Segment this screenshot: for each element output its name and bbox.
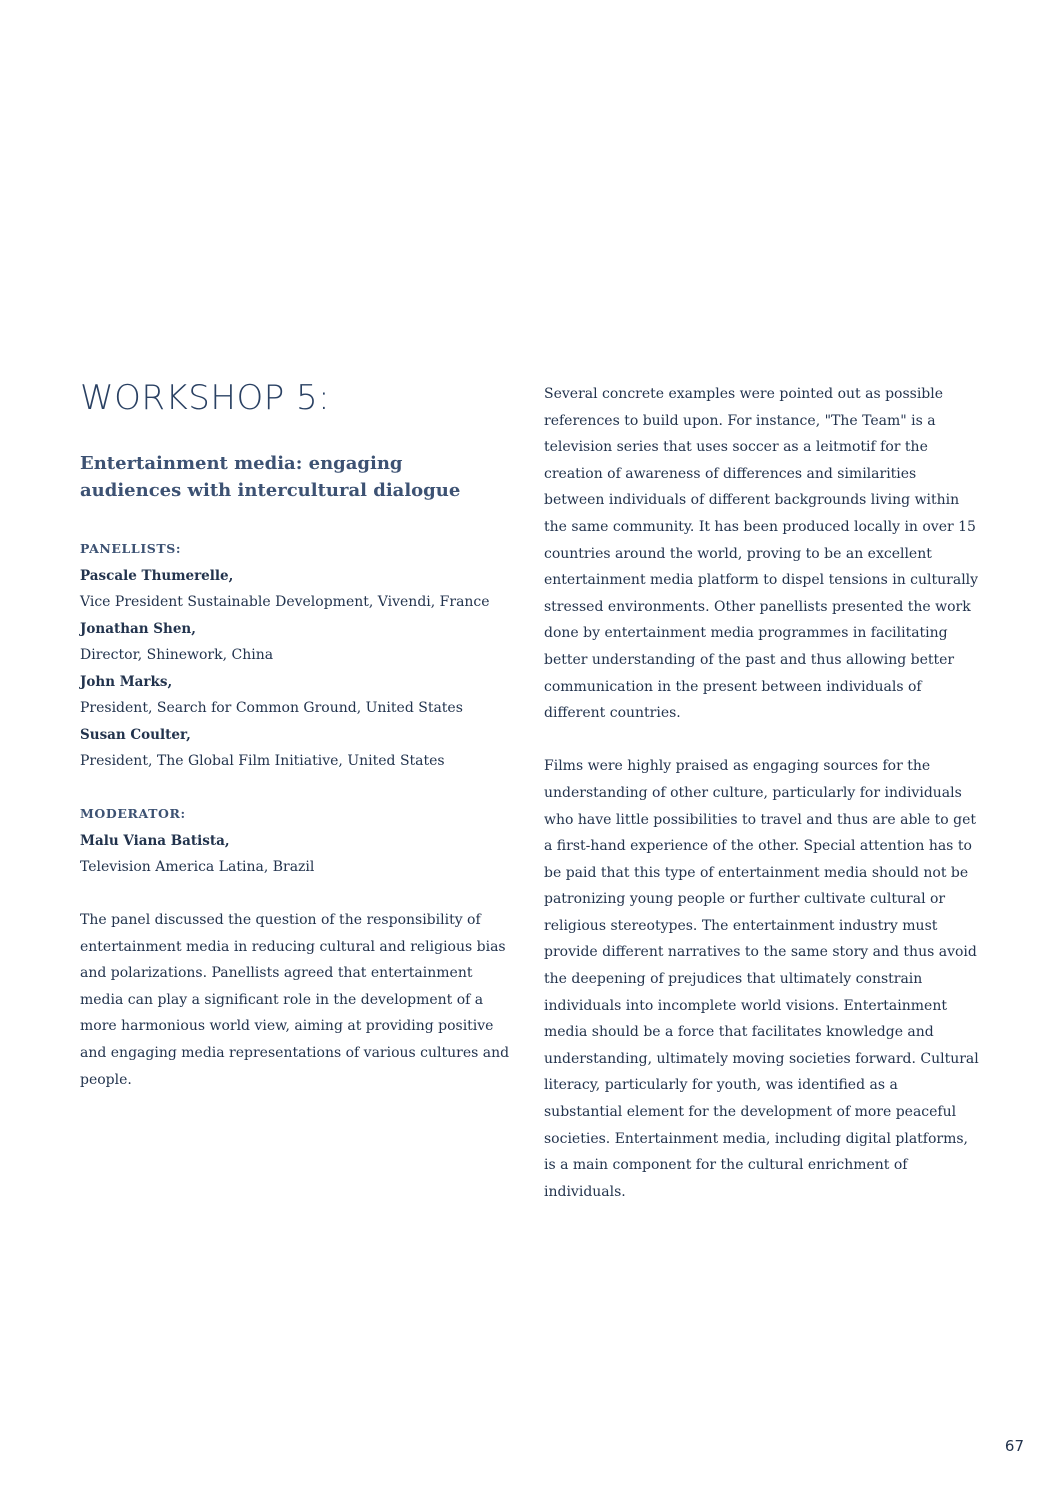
- moderator-role: Television America Latina, Brazil: [80, 859, 315, 875]
- page-number: 67: [1004, 1437, 1024, 1455]
- spacer: [80, 881, 510, 908]
- panellist-name: Jonathan Shen,: [80, 620, 196, 637]
- panellist-entry: [80, 669, 510, 722]
- moderator-name: Malu Viana Batista,: [80, 832, 230, 849]
- body-paragraph-examples: Several concrete examples were pointed out as possible references to build upon. For instance, "The Team" is a television series that uses soccer as a leitmotif for the creation of awareness of differences and similarities between individuals of different backgrounds living within the same community. It has been produced locally in over 15 countries around the world, proving to be an excellent entertainment media platform to dispel tensions in culturally stressed environments. Other panellists presented the work done by entertainment media programmes in facilitating better understanding of the past and thus allowing better communication in the present between individuals of different countries.: [544, 386, 979, 722]
- panellist-name: John Marks,: [80, 673, 173, 690]
- body-paragraph-films: Films were highly praised as engaging sources for the understanding of other culture, particularly for individuals who have little possibilities to travel and thus are able to get a first-hand experience of the other. Special attention has to be paid that this type of entertainment media should not be patronizing young people or further cultivate cultural or religious stereotypes. The entertainment industry must provide different narratives to the same story and thus avoid the deepening of prejudices that ultimately constrain individuals into incomplete world visions. Entertainment media should be a force that facilitates knowledge and understanding, ultimately moving societies forward. Cultural literacy, particularly for youth, was identified as a substantial element for the development of more peaceful societies. Entertainment media, including digital platforms, is a main component for the cultural enrichment of individuals.: [544, 758, 979, 1200]
- panellist-role: Vice President Sustainable Development, Vivendi, France: [80, 594, 490, 610]
- summary-paragraph: The panel discussed the question of the responsibility of entertainment media in reducing cultural and religious bias and polarizations. Panellists agreed that entertainment media can play a significant role in the development of a more harmonious world view, aiming at providing positive and engaging media representations of various cultures and people.: [80, 912, 510, 1088]
- panellist-role: President, The Global Film Initiative, United States: [80, 753, 445, 769]
- panellist-name: Susan Coulter,: [80, 726, 191, 743]
- left-column: [80, 372, 510, 1093]
- right-column: [544, 381, 980, 1205]
- panellist-entry: [80, 616, 510, 669]
- spacer: [544, 727, 980, 754]
- panellist-role: President, Search for Common Ground, United States: [80, 700, 463, 716]
- panellists-label: PANELLISTS:: [80, 541, 182, 556]
- workshop-subtitle: Entertainment media: engaging audiences with intercultural dialogue: [80, 453, 461, 501]
- panellist-entry: [80, 722, 510, 775]
- panellist-entry: [80, 563, 510, 616]
- workshop-title: WORKSHOP 5:: [80, 378, 331, 418]
- panellist-role: Director, Shinework, China: [80, 647, 274, 663]
- moderator-label: MODERATOR:: [80, 806, 186, 821]
- panellist-name: Pascale Thumerelle,: [80, 567, 234, 584]
